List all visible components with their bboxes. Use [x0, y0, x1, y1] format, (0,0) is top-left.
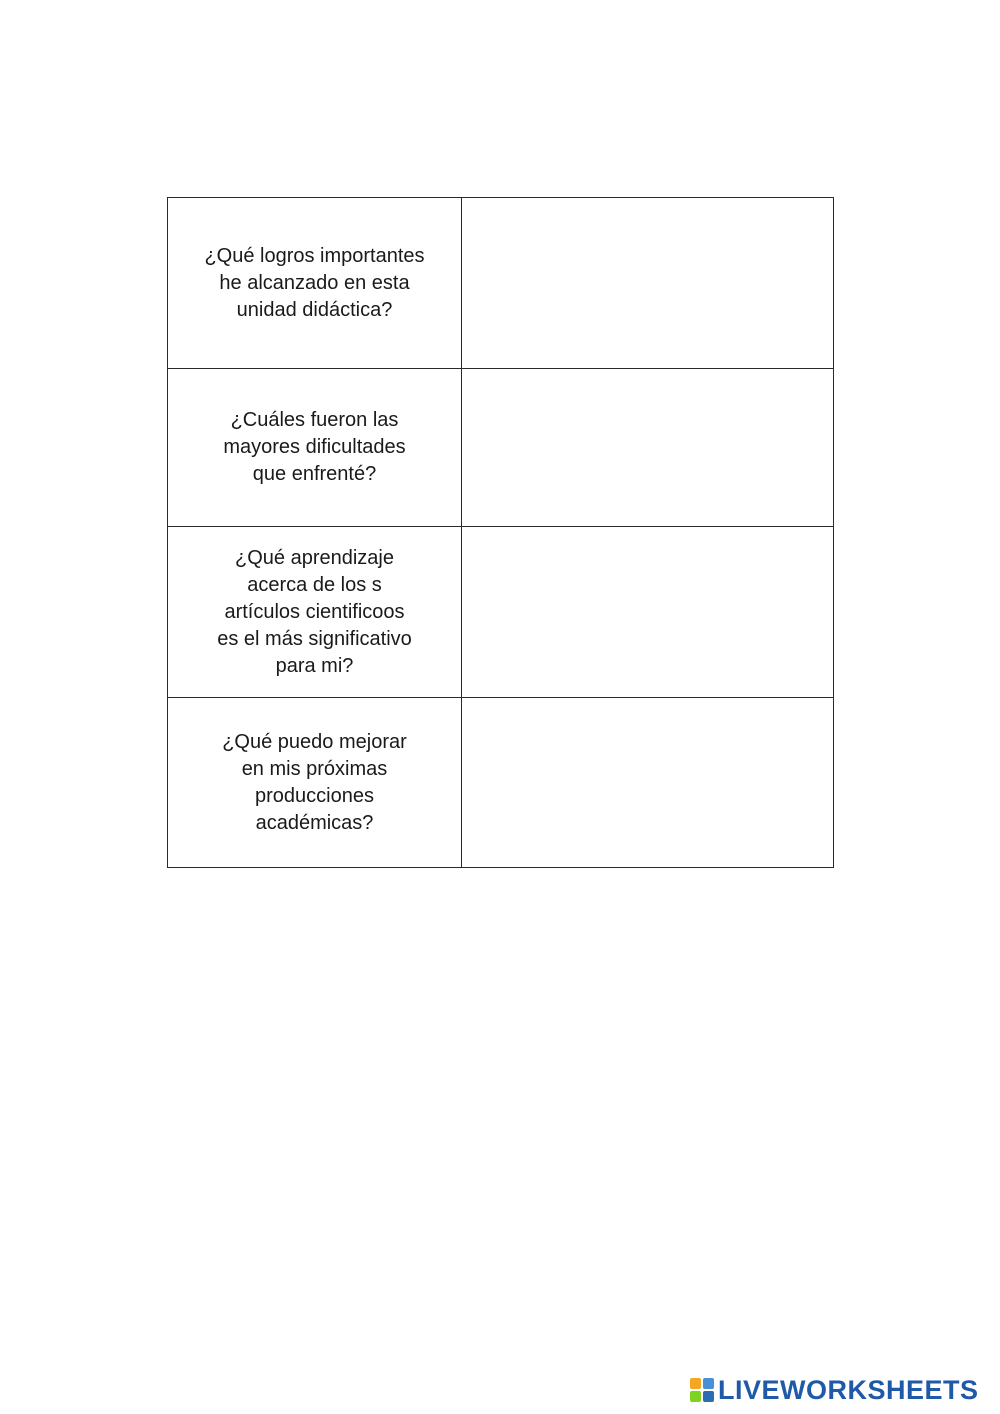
question-text: que enfrenté?	[252, 463, 377, 485]
question-text: académicas?	[255, 811, 374, 834]
reflection-table	[167, 197, 834, 868]
question-cell	[168, 369, 462, 527]
question-text: acerca de los s	[247, 573, 382, 596]
brand-text: LIVEWORKSHEETS	[718, 1374, 979, 1405]
liveworksheets-logo-icon	[690, 1378, 714, 1402]
question-text: para mi?	[275, 654, 354, 677]
question-cell	[168, 698, 462, 868]
question-text: mayores dificultades	[223, 436, 406, 458]
answer-field[interactable]	[462, 698, 834, 868]
question-text: unidad didáctica?	[236, 298, 393, 321]
question-text: ¿Qué logros importantes	[204, 244, 425, 267]
table-row	[168, 527, 834, 698]
question-cell	[168, 198, 462, 369]
answer-field[interactable]	[462, 198, 834, 369]
table-row	[168, 369, 834, 527]
table-row	[168, 698, 834, 868]
question-text: ¿Qué aprendizaje	[235, 546, 394, 569]
question-text: artículos cientificoos	[224, 600, 405, 623]
liveworksheets-brand	[690, 1374, 979, 1406]
table-row	[168, 198, 834, 369]
question-text: he alcanzado en esta	[219, 271, 410, 294]
question-text: producciones	[255, 784, 374, 807]
question-text: ¿Cuáles fueron las	[230, 409, 399, 431]
question-text: en mis próximas	[241, 757, 388, 780]
answer-field[interactable]	[462, 369, 834, 527]
question-cell	[168, 527, 462, 698]
answer-field[interactable]	[462, 527, 834, 698]
question-text: es el más significativo	[217, 627, 412, 650]
question-text: ¿Qué puedo mejorar	[222, 730, 407, 753]
